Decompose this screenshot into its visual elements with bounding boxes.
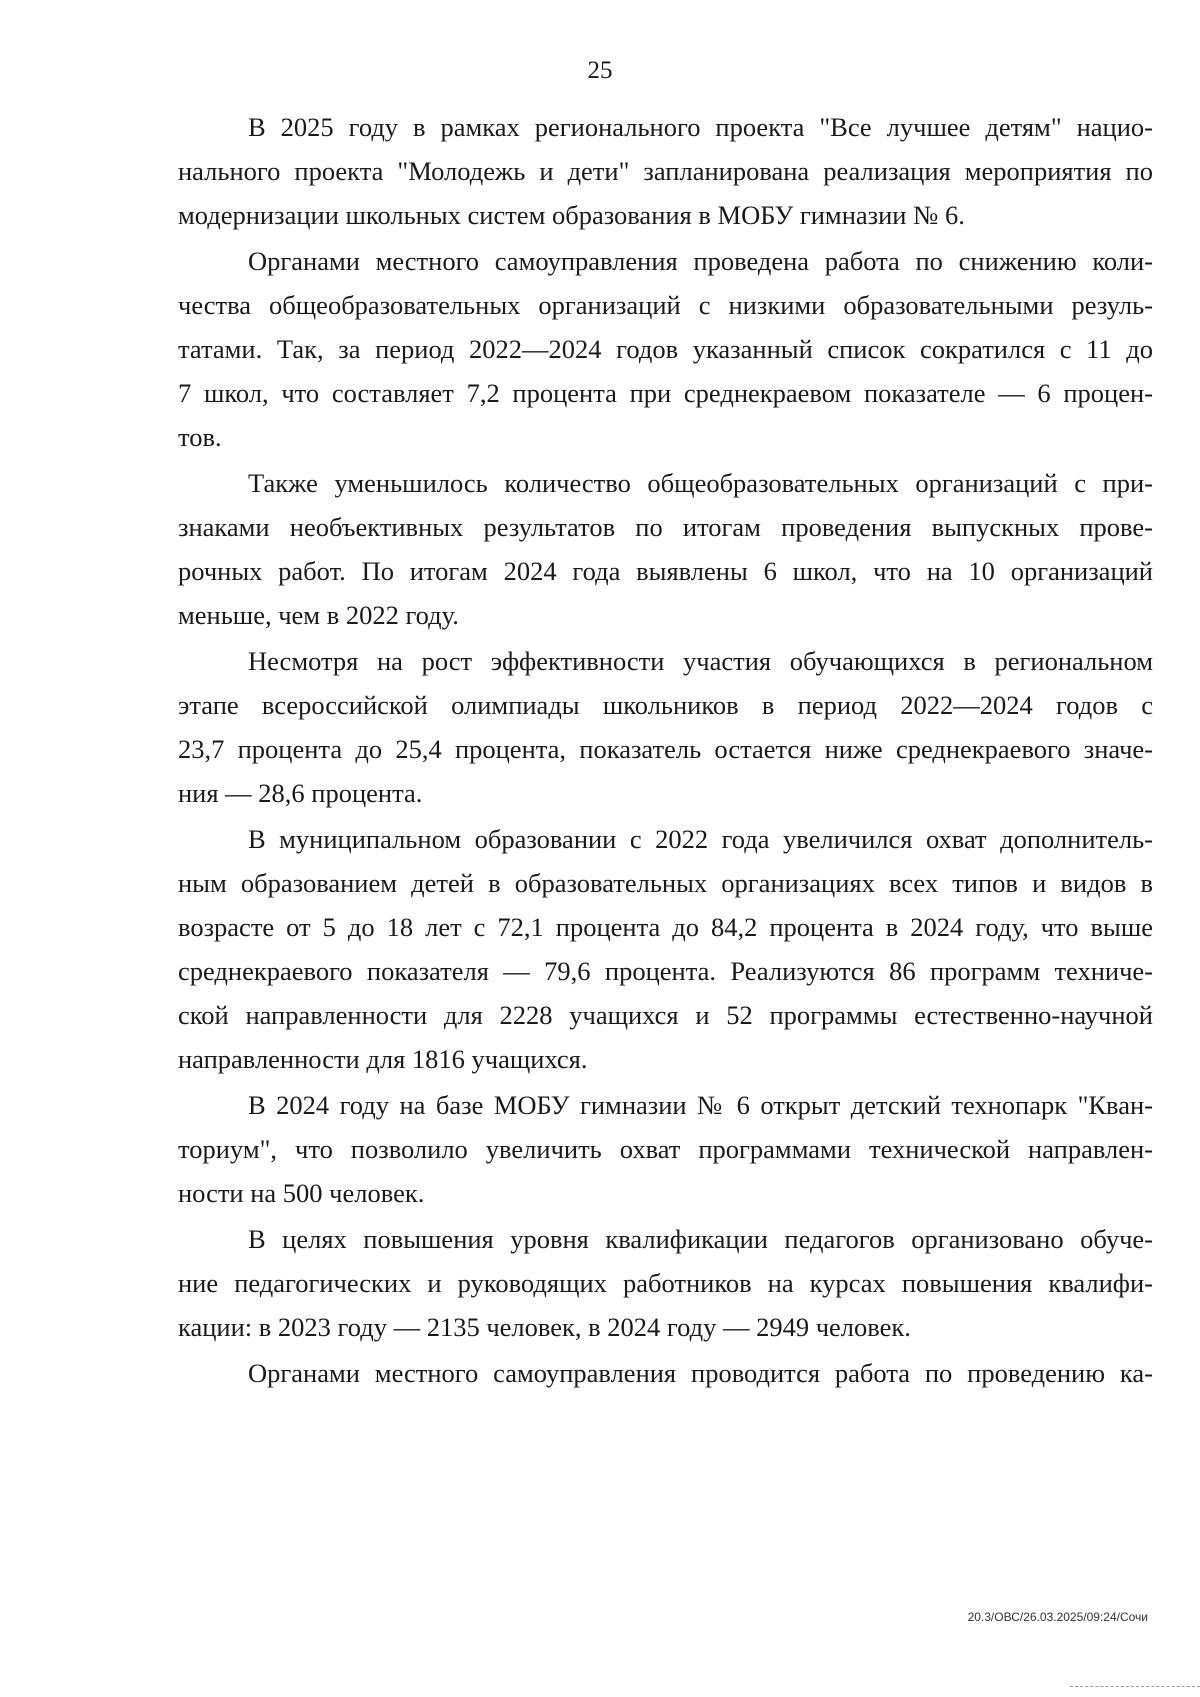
paragraph-3-line-1: Также уменьшилось количество общеобразовательных организаций с при- bbox=[248, 468, 1153, 498]
paragraph-7-line-1: В целях повышения уровня квалификации педагогов организовано обуче- bbox=[248, 1224, 1153, 1254]
paragraph-8-line-1: Органами местного самоуправления проводится работа по проведению ка- bbox=[248, 1358, 1153, 1388]
document-registration-stamp: 20.3/ОВС/26.03.2025/09:24/Сочи bbox=[967, 1610, 1148, 1624]
paragraph-7-line-2: ние педагогических и руководящих работников на курсах повышения квалифи- bbox=[178, 1268, 1153, 1298]
paragraph-3-line-3: рочных работ. По итогам 2024 года выявлены 6 школ, что на 10 организаций bbox=[178, 556, 1153, 586]
paragraph-6-line-1: В 2024 году на базе МОБУ гимназии № 6 открыт детский технопарк "Кван- bbox=[248, 1090, 1153, 1120]
paragraph-1-line-2: нального проекта "Молодежь и дети" запланирована реализация мероприятия по bbox=[178, 156, 1153, 186]
paragraph-2-line-5: тов. bbox=[178, 422, 222, 452]
paragraph-2-line-4: 7 школ, что составляет 7,2 процента при среднекраевом показателе — 6 процен- bbox=[178, 378, 1153, 408]
body-text bbox=[178, 0, 1153, 1697]
paragraph-4-line-2: этапе всероссийской олимпиады школьников в период 2022—2024 годов с bbox=[178, 690, 1153, 720]
paragraph-5-line-3: возрасте от 5 до 18 лет с 72,1 процента до 84,2 процента в 2024 году, что выше bbox=[178, 912, 1153, 942]
page-number: 25 bbox=[587, 57, 613, 84]
paragraph-2-line-1: Органами местного самоуправления проведена работа по снижению коли- bbox=[248, 246, 1153, 276]
paragraph-6-line-2: ториум", что позволило увеличить охват программами технической направлен- bbox=[178, 1134, 1153, 1164]
scan-edge-line bbox=[1070, 1686, 1200, 1687]
paragraph-2-line-3: татами. Так, за период 2022—2024 годов указанный список сократился с 11 до bbox=[178, 334, 1153, 364]
paragraph-4-line-4: ния — 28,6 процента. bbox=[178, 778, 423, 808]
paragraph-5-line-6: направленности для 1816 учащихся. bbox=[178, 1044, 588, 1074]
paragraph-5-line-5: ской направленности для 2228 учащихся и 52 программы естественно-научной bbox=[178, 1000, 1153, 1030]
paragraph-6-line-3: ности на 500 человек. bbox=[178, 1178, 425, 1208]
paragraph-4-line-1: Несмотря на рост эффективности участия обучающихся в региональном bbox=[248, 646, 1153, 676]
paragraph-3-line-4: меньше, чем в 2022 году. bbox=[178, 600, 459, 630]
paragraph-3-line-2: знаками необъективных результатов по итогам проведения выпускных прове- bbox=[178, 512, 1153, 542]
paragraph-2-line-2: чества общеобразовательных организаций с низкими образовательными резуль- bbox=[178, 290, 1153, 320]
paragraph-4-line-3: 23,7 процента до 25,4 процента, показатель остается ниже среднекраевого значе- bbox=[178, 734, 1153, 764]
paragraph-5-line-4: среднекраевого показателя — 79,6 процента. Реализуются 86 программ техниче- bbox=[178, 956, 1153, 986]
paragraph-1-line-3: модернизации школьных систем образования в МОБУ гимназии № 6. bbox=[178, 200, 965, 230]
paragraph-5-line-2: ным образованием детей в образовательных организациях всех типов и видов в bbox=[178, 868, 1153, 898]
paragraph-1-line-1: В 2025 году в рамках регионального проекта "Все лучшее детям" нацио- bbox=[248, 112, 1153, 142]
paragraph-5-line-1: В муниципальном образовании с 2022 года увеличился охват дополнитель- bbox=[248, 824, 1153, 854]
paragraph-7-line-3: кации: в 2023 году — 2135 человек, в 2024 году — 2949 человек. bbox=[178, 1312, 911, 1342]
